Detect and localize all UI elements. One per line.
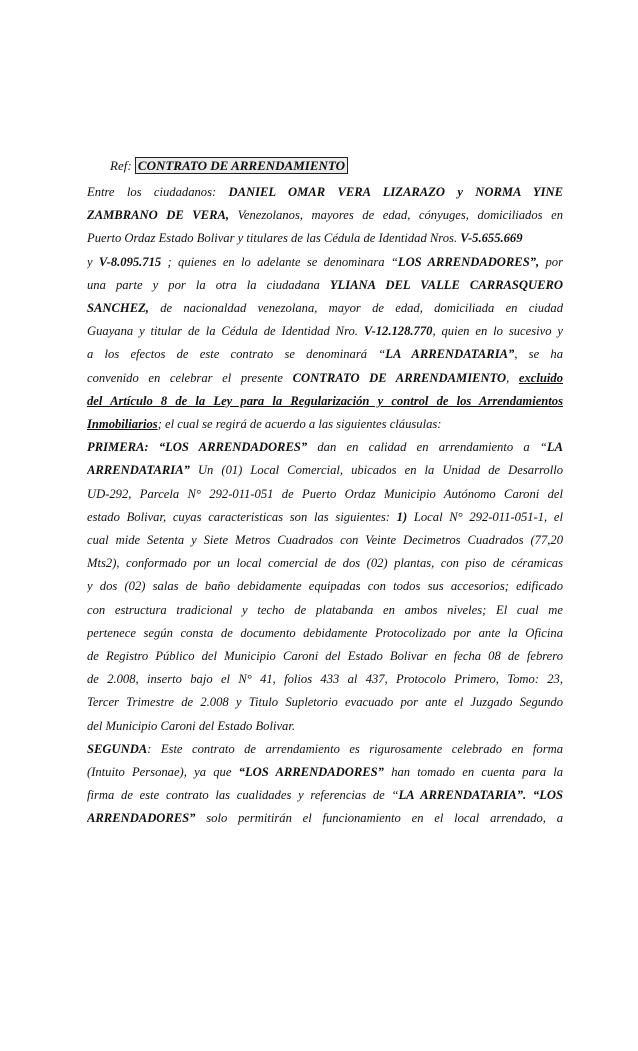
text-line <box>87 599 563 622</box>
text-line <box>87 668 563 691</box>
text-segment: SEGUNDA <box>87 741 148 756</box>
text-segment: estado Bolivar, cuyas caracteristicas son las siguientes: <box>87 509 397 524</box>
text-segment: Entre los ciudadanos: <box>87 185 229 199</box>
text-segment: y dos (02) salas de baño debidamente equipadas con todos sus accesorios; edificado <box>87 579 563 594</box>
text-segment: (Intuito Personae), ya que <box>87 765 239 780</box>
text-line <box>87 251 563 274</box>
text-segment: , <box>506 370 519 385</box>
text-segment: convenido en celebrar el presente <box>87 370 293 385</box>
text-segment: excluido <box>518 370 563 385</box>
text-segment: “LOS ARRENDADORES” <box>238 765 384 780</box>
reference-label: Ref: <box>110 158 132 173</box>
text-segment: ARRENDATARIA” <box>87 463 190 478</box>
text-line <box>87 483 563 506</box>
text-segment: V-5.655.669 <box>460 231 523 246</box>
text-segment: una parte y por la otra la ciudadana <box>87 277 330 292</box>
text-line <box>87 691 563 714</box>
text-line <box>87 506 563 529</box>
text-segment: , quien en lo sucesivo y <box>432 324 563 339</box>
text-segment: : Este contrato de arrendamiento es rigurosamente celebrado en forma <box>147 741 563 756</box>
contract-body <box>87 181 563 831</box>
reference-title: CONTRATO DE ARRENDAMIENTO <box>135 157 348 174</box>
text-segment: LA ARRENDATARIA”. “LOS <box>398 788 563 803</box>
text-segment: de Registro Público del Municipio Caroni del Estado Bolivar en fecha 08 de febrero <box>87 649 563 664</box>
text-segment: firma de este contrato las cualidades y referencias de “ <box>87 788 399 803</box>
text-segment: dan en calidad en arrendamiento a “ <box>307 440 547 455</box>
text-segment: Local N° 292-011-051-1, el <box>407 509 563 524</box>
text-segment: UD-292, Parcela N° 292-011-051 de Puerto Ordaz Municipio Autónomo Caroni del <box>87 486 563 501</box>
text-segment: a los efectos de este contrato se denominará “ <box>87 347 386 362</box>
text-segment: han tomado en cuenta para la <box>383 765 563 780</box>
text-segment: Un (01) Local Comercial, ubicados en la Unidad de Desarrollo <box>189 463 563 478</box>
text-segment: del Artículo 8 de la Ley para la Regularización y control de los Arrendamientos <box>87 393 563 408</box>
text-line <box>87 645 563 668</box>
text-segment: de nacionaldad venezolana, mayor de edad, domiciliada en ciudad <box>148 301 563 316</box>
text-segment: ARRENDADORES” <box>87 811 196 826</box>
text-segment: Inmobiliarios <box>87 417 158 432</box>
text-segment: SANCHEZ, <box>87 301 149 316</box>
text-line <box>87 320 563 343</box>
text-segment: del Municipio Caroni del Estado Bolivar. <box>87 718 296 733</box>
text-line <box>87 529 563 552</box>
text-line <box>87 715 563 738</box>
text-segment: DANIEL OMAR VERA LIZARAZO y NORMA YINE <box>228 185 563 199</box>
text-line <box>87 181 563 204</box>
text-line <box>87 367 563 390</box>
text-line <box>87 622 563 645</box>
text-segment: Venezolanos, mayores de edad, cónyuges, domiciliados en <box>229 208 563 223</box>
text-line <box>87 761 563 784</box>
text-segment: Tercer Trimestre de 2.008 y Titulo Supletorio evacuado por ante el Juzgado Segundo <box>87 695 563 710</box>
text-segment: LA <box>546 440 563 455</box>
text-segment: de 2.008, inserto bajo el N° 41, folios 433 al 437, Protocolo Primero, Tomo: 23, <box>87 672 563 687</box>
text-line <box>87 459 563 482</box>
text-line <box>87 204 563 227</box>
text-line <box>87 575 563 598</box>
text-segment: solo permitirán el funcionamiento en el local arrendado, a <box>195 811 563 826</box>
text-segment: Mts2), conformado por un local comercial de dos (02) plantas, con piso de céramicas <box>87 556 563 571</box>
text-line <box>87 297 563 320</box>
text-line <box>87 738 563 761</box>
text-segment: , se ha <box>514 347 563 362</box>
text-segment: cual mide Setenta y Siete Metros Cuadrados con Veinte Decimetros Cuadrados (77,20 <box>87 533 563 548</box>
text-line <box>87 390 563 413</box>
text-segment: 1) <box>396 509 408 524</box>
text-segment: V-8.095.715 <box>98 254 162 269</box>
text-segment: con estructura tradicional y techo de platabanda en ambos niveles; El cual me <box>87 602 563 617</box>
text-line <box>87 413 563 436</box>
text-segment: por <box>539 254 563 269</box>
text-segment: PRIMERA: “LOS ARRENDADORES” <box>87 440 308 455</box>
text-segment: ; quienes en lo adelante se denominara “ <box>161 254 398 269</box>
text-line <box>87 807 563 830</box>
text-line <box>87 343 563 366</box>
text-segment: V-12.128.770 <box>363 324 433 339</box>
text-line <box>87 436 563 459</box>
text-line <box>87 784 563 807</box>
text-line <box>87 274 563 297</box>
text-segment: LOS ARRENDADORES”, <box>397 254 540 269</box>
text-segment: YLIANA DEL VALLE CARRASQUERO <box>329 277 563 292</box>
text-segment: LA ARRENDATARIA” <box>385 347 515 362</box>
text-segment: Puerto Ordaz Estado Bolivar y titulares de las Cédula de Identidad Nros. <box>87 231 461 246</box>
reference-line <box>110 157 348 174</box>
text-line <box>87 227 563 250</box>
text-segment: CONTRATO DE ARRENDAMIENTO <box>292 370 507 385</box>
text-line <box>87 552 563 575</box>
text-segment: pertenece según consta de documento debidamente Protocolizado por ante la Oficina <box>87 625 563 640</box>
text-segment: ZAMBRANO DE VERA, <box>87 208 230 223</box>
text-segment: y <box>87 254 99 269</box>
text-segment: Guayana y titular de la Cédula de Identidad Nro. <box>87 324 364 339</box>
text-segment: ; el cual se regirá de acuerdo a las siguientes cláusulas: <box>157 417 442 432</box>
